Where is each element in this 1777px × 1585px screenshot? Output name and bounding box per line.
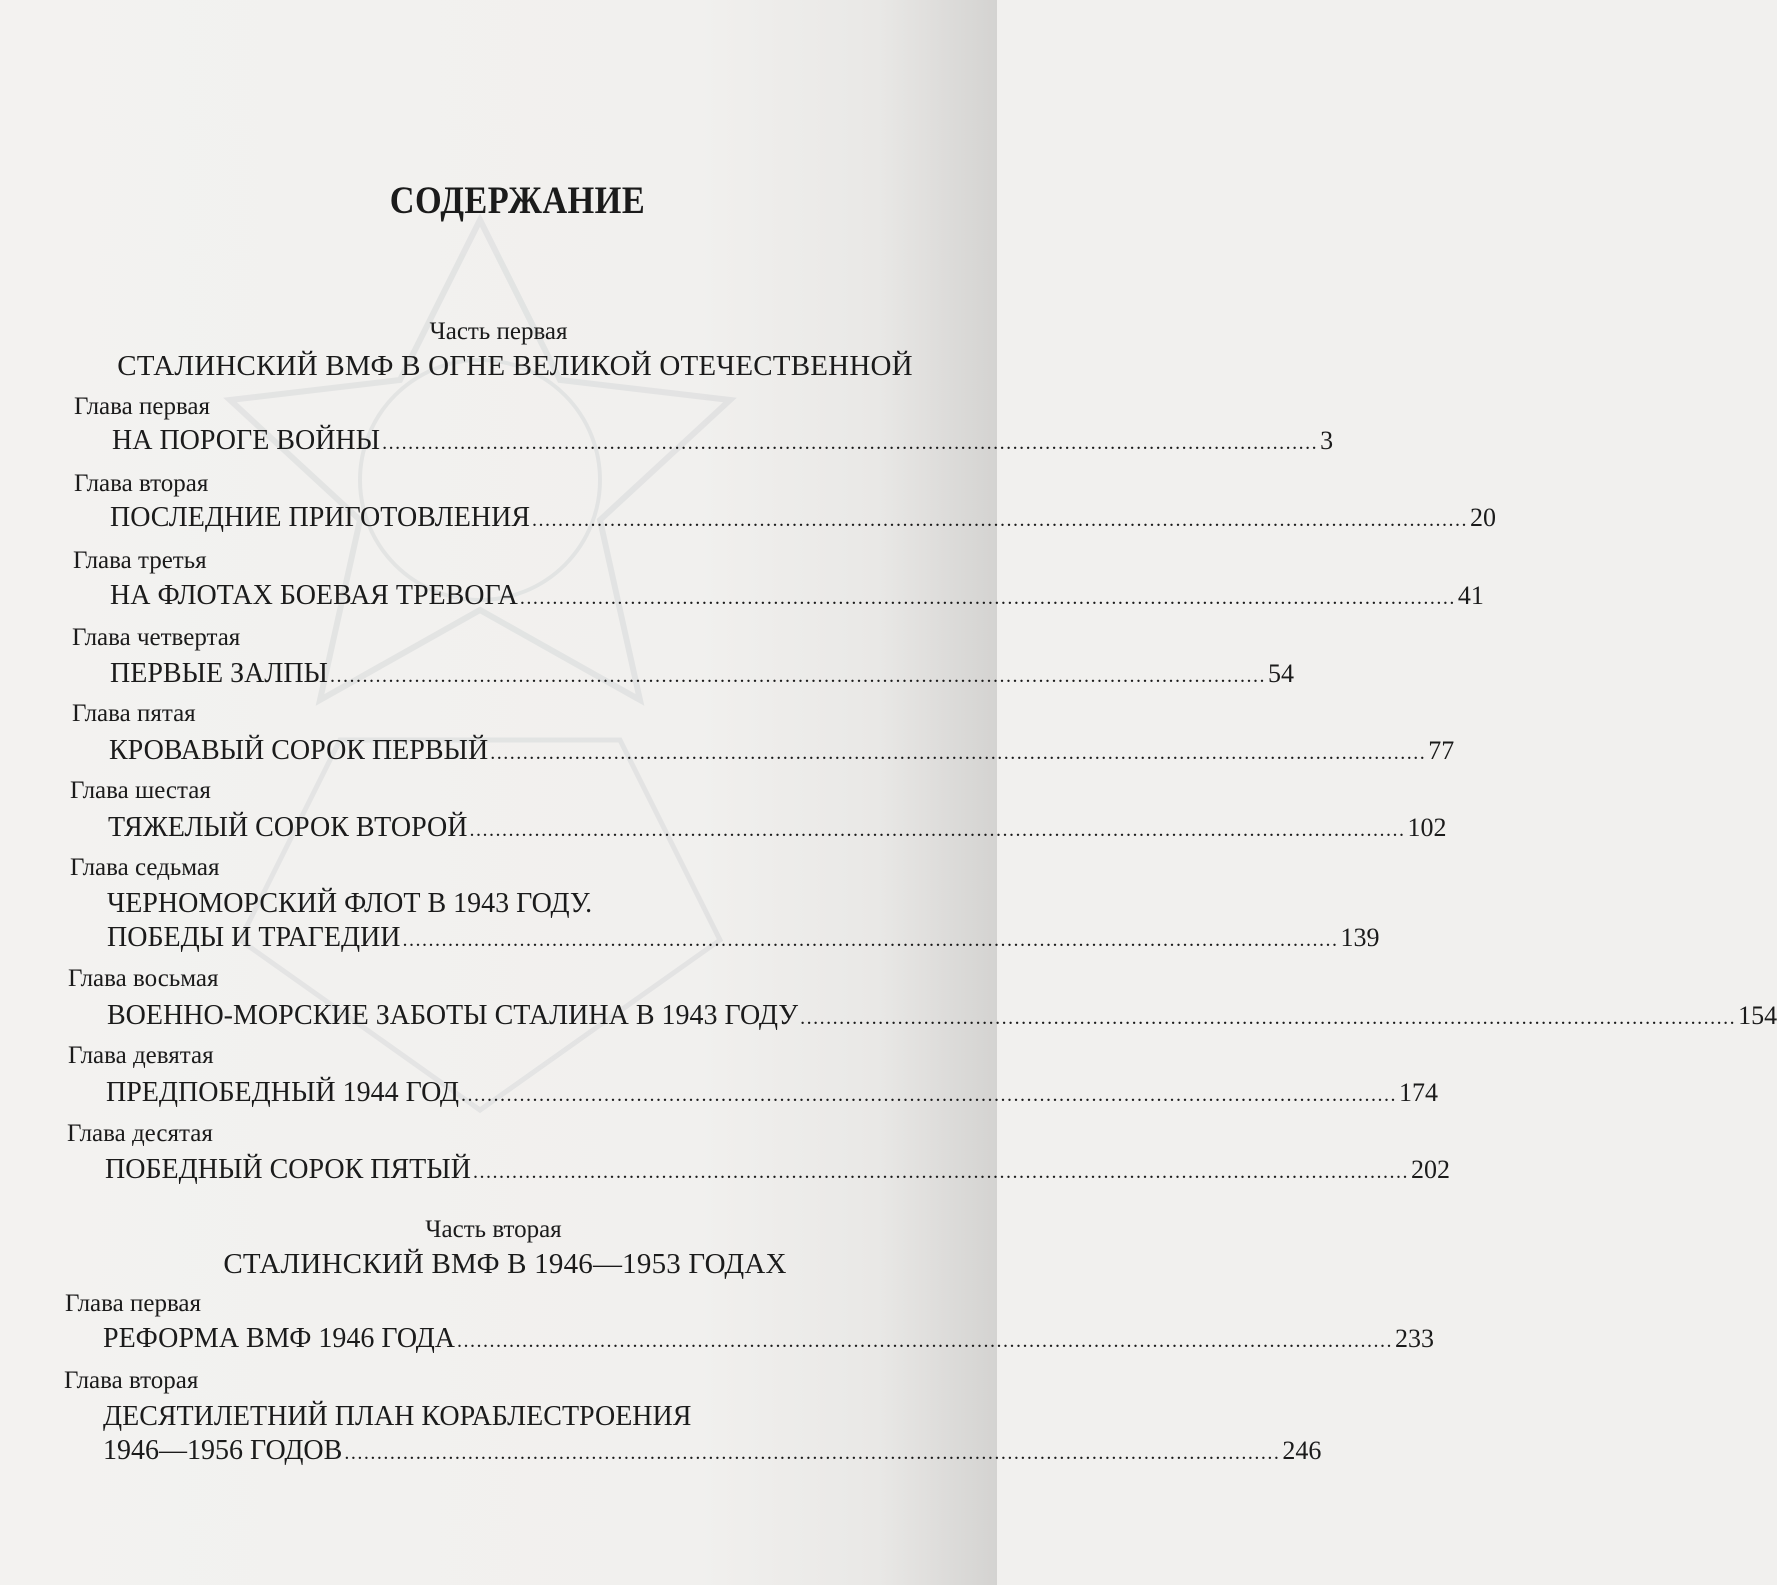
toc-entry[interactable] bbox=[109, 735, 1455, 767]
dot-leader: ................................................................................................................................................ bbox=[344, 1442, 1281, 1464]
part-label: Часть вторая bbox=[425, 1216, 562, 1243]
chapter-label: Глава вторая bbox=[64, 1367, 199, 1394]
page-number: 102 bbox=[1407, 813, 1447, 842]
page-number: 139 bbox=[1340, 923, 1380, 952]
dot-leader: ................................................................................................................................................ bbox=[472, 1161, 1409, 1183]
dot-leader: ................................................................................................................................................ bbox=[382, 432, 1319, 454]
chapter-title: ВОЕННО-МОРСКИЕ ЗАБОТЫ СТАЛИНА В 1943 ГОДУ bbox=[107, 1000, 799, 1031]
toc-entry[interactable] bbox=[105, 1154, 1450, 1186]
chapter-label: Глава пятая bbox=[72, 700, 196, 727]
toc-entry[interactable] bbox=[103, 1435, 1322, 1467]
dot-leader: ................................................................................................................................................ bbox=[519, 587, 1456, 609]
page-number: 3 bbox=[1320, 426, 1334, 455]
dot-leader: ................................................................................................................................................ bbox=[461, 1084, 1397, 1106]
toc-entry[interactable] bbox=[108, 812, 1447, 844]
chapter-title-line1: ДЕСЯТИЛЕТНИЙ ПЛАН КОРАБЛЕСТРОЕНИЯ bbox=[103, 1401, 692, 1432]
dot-leader: ................................................................................................................................................ bbox=[457, 1330, 1394, 1352]
chapter-label: Глава первая bbox=[74, 393, 211, 420]
toc-entry[interactable] bbox=[107, 1000, 1777, 1032]
dot-leader: ................................................................................................................................................ bbox=[800, 1007, 1737, 1029]
chapter-title-line1: ЧЕРНОМОРСКИЙ ФЛОТ В 1943 ГОДУ. bbox=[107, 888, 593, 919]
toc-entry[interactable] bbox=[103, 1323, 1435, 1355]
chapter-title: ПОБЕДЫ И ТРАГЕДИИ bbox=[107, 922, 401, 953]
chapter-title: 1946—1956 ГОДОВ bbox=[103, 1435, 343, 1466]
part-title: СТАЛИНСКИЙ ВМФ В 1946—1953 ГОДАХ bbox=[223, 1248, 787, 1280]
chapter-title: ТЯЖЕЛЫЙ СОРОК ВТОРОЙ bbox=[108, 812, 468, 843]
chapter-title: ПОСЛЕДНИЕ ПРИГОТОВЛЕНИЯ bbox=[110, 502, 530, 533]
chapter-label: Глава седьмая bbox=[70, 854, 220, 881]
page-number: 20 bbox=[1470, 503, 1496, 532]
chapter-title: НА ФЛОТАХ БОЕВАЯ ТРЕВОГА bbox=[110, 580, 518, 611]
page-number: 41 bbox=[1457, 581, 1484, 610]
page-number: 246 bbox=[1282, 1436, 1322, 1465]
chapter-label: Глава вторая bbox=[74, 470, 209, 497]
toc-entry[interactable] bbox=[107, 922, 1380, 954]
dot-leader: ................................................................................................................................................ bbox=[469, 819, 1406, 841]
dot-leader: ................................................................................................................................................ bbox=[532, 509, 1468, 531]
chapter-label: Глава шестая bbox=[70, 777, 211, 804]
chapter-label: Глава девятая bbox=[68, 1042, 214, 1069]
page-number: 233 bbox=[1395, 1324, 1435, 1353]
page-title: СОДЕРЖАНИЕ bbox=[389, 179, 646, 222]
dot-leader: ................................................................................................................................................ bbox=[402, 929, 1339, 951]
chapter-title: КРОВАВЫЙ СОРОК ПЕРВЫЙ bbox=[109, 735, 489, 766]
dot-leader: ................................................................................................................................................ bbox=[329, 665, 1266, 687]
chapter-title: ПОБЕДНЫЙ СОРОК ПЯТЫЙ bbox=[105, 1154, 471, 1185]
chapter-label: Глава третья bbox=[73, 547, 207, 574]
chapter-title: НА ПОРОГЕ ВОЙНЫ bbox=[112, 425, 381, 456]
dot-leader: ................................................................................................................................................ bbox=[490, 742, 1427, 764]
toc-entry[interactable] bbox=[112, 425, 1334, 457]
chapter-title: ПЕРВЫЕ ЗАЛПЫ bbox=[110, 658, 328, 689]
chapter-label: Глава первая bbox=[65, 1290, 202, 1317]
page-number: 54 bbox=[1267, 659, 1294, 688]
chapter-label: Глава восьмая bbox=[68, 965, 219, 992]
toc-entry[interactable] bbox=[110, 502, 1496, 534]
toc-entry[interactable] bbox=[110, 580, 1484, 612]
chapter-title: РЕФОРМА ВМФ 1946 ГОДА bbox=[103, 1323, 456, 1354]
part-label: Часть первая bbox=[429, 318, 568, 345]
chapter-label: Глава десятая bbox=[67, 1120, 213, 1147]
toc-entry[interactable] bbox=[110, 658, 1294, 690]
page-number: 202 bbox=[1410, 1155, 1450, 1184]
page-number: 77 bbox=[1428, 736, 1455, 765]
chapter-title: ПРЕДПОБЕДНЫЙ 1944 ГОД bbox=[106, 1077, 459, 1108]
chapter-label: Глава четвертая bbox=[72, 624, 241, 651]
part-title: СТАЛИНСКИЙ ВМФ В ОГНЕ ВЕЛИКОЙ ОТЕЧЕСТВЕННОЙ bbox=[117, 350, 913, 382]
toc-entry[interactable] bbox=[106, 1077, 1438, 1109]
page-number: 174 bbox=[1399, 1078, 1438, 1107]
page-number: 154 bbox=[1738, 1001, 1777, 1030]
